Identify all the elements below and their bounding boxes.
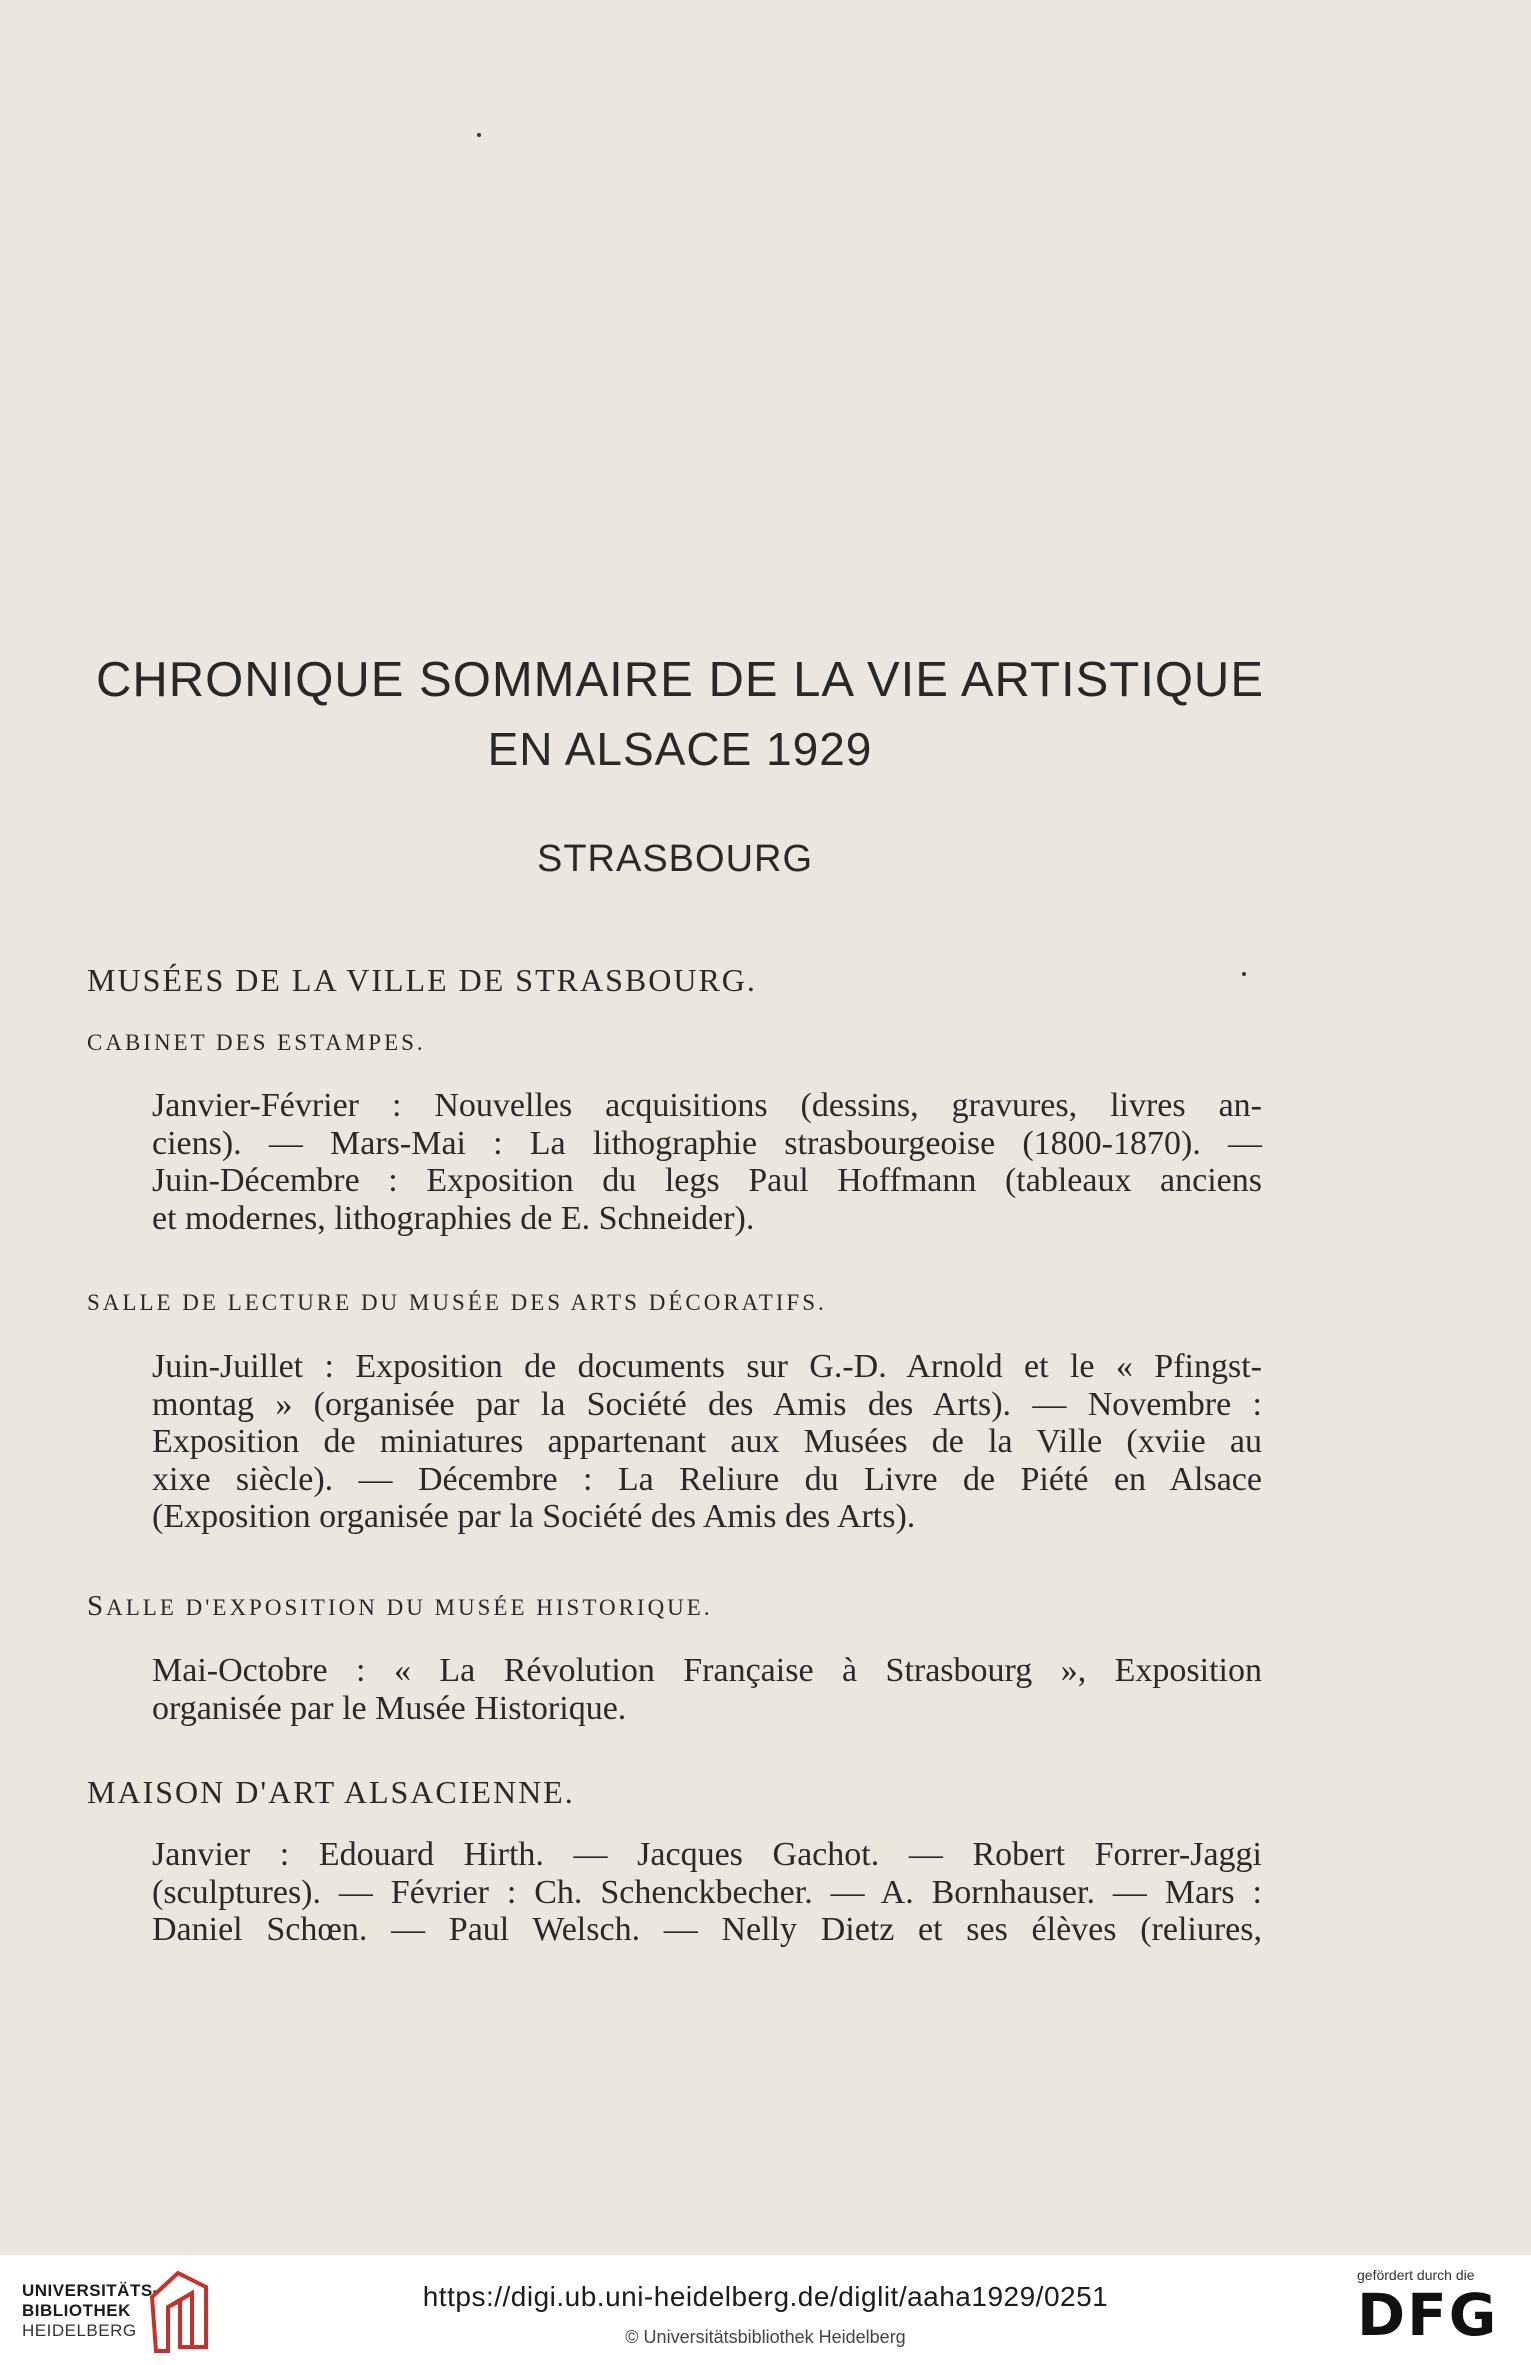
copyright-notice: © Universitätsbibliothek Heidelberg — [625, 2327, 906, 2347]
text-line: Exposition de miniatures appartenant aux Musées de la Ville (xviie au — [152, 1423, 1262, 1460]
dfg-label: gefördert durch die — [1357, 2267, 1475, 2283]
speck — [1242, 972, 1246, 976]
text-line: organisée par le Musée Historique. — [152, 1689, 627, 1727]
section-heading-maison-art: MAISON D'ART ALSACIENNE. — [87, 1774, 575, 1810]
page-title: CHRONIQUE SOMMAIRE DE LA VIE ARTISTIQUE — [95, 653, 1265, 707]
subsection-heading-salle-lecture: SALLE DE LECTURE DU MUSÉE DES ARTS DÉCORATIFS. — [87, 1290, 827, 1315]
city-subtitle: STRASBOURG — [536, 838, 814, 880]
subsection-heading-cabinet: CABINET DES ESTAMPES. — [87, 1030, 426, 1055]
speck — [477, 133, 481, 137]
text-line: montag » (organisée par la Société des Amis des Arts). — Novembre : — [152, 1385, 1262, 1423]
text-line: Janvier : Edouard Hirth. — Jacques Gachot. — Robert Forrer-Jaggi — [152, 1836, 1262, 1873]
heading-initial: S — [87, 1590, 107, 1622]
paragraph-cabinet — [152, 1087, 1262, 1237]
section-heading-musees: MUSÉES DE LA VILLE DE STRASBOURG. — [87, 962, 757, 998]
paragraph-maison-art — [152, 1836, 1262, 1949]
subsection-heading-salle-exposition — [87, 1590, 713, 1623]
dfg-funding-badge[interactable] — [1357, 2267, 1507, 2349]
page-title-line2: EN ALSACE 1929 — [487, 723, 873, 775]
paragraph-salle-exposition — [152, 1652, 1262, 1727]
heading-rest: ALLE D'EXPOSITION DU MUSÉE HISTORIQUE. — [106, 1595, 713, 1620]
uni-line: HEIDELBERG — [22, 2321, 137, 2340]
text-line: Daniel Schœn. — Paul Welsch. — Nelly Dietz et ses élèves (reliures, — [152, 1911, 1262, 1948]
text-line: (sculptures). — Février : Ch. Schenckbecher. — A. Bornhauser. — Mars : — [152, 1873, 1262, 1911]
text-line: (Exposition organisée par la Société des Amis des Arts). — [152, 1498, 916, 1535]
text-line: Juin-Décembre : Exposition du legs Paul Hoffmann (tableaux anciens — [152, 1162, 1262, 1199]
uni-line: UNIVERSITÄTS- — [22, 2281, 159, 2300]
permalink-url[interactable]: https://digi.ub.uni-heidelberg.de/diglit/aaha1929/0251 — [422, 2281, 1109, 2312]
text-line: xixe siècle). — Décembre : La Reliure du Livre de Piété en Alsace — [152, 1460, 1262, 1498]
text-line: ciens). — Mars-Mai : La lithographie strasbourgeoise (1800-1870). — — [152, 1124, 1262, 1162]
text-line: et modernes, lithographies de E. Schneider). — [152, 1199, 755, 1237]
paragraph-salle-lecture — [152, 1348, 1262, 1536]
text-line: Mai-Octobre : « La Révolution Française à Strasbourg », Exposition — [152, 1652, 1262, 1689]
uni-line: BIBLIOTHEK — [22, 2301, 131, 2320]
text-line: Juin-Juillet : Exposition de documents sur G.-D. Arnold et le « Pfingst- — [152, 1348, 1262, 1385]
dfg-logo-icon: DFG — [1357, 2281, 1499, 2349]
footer-bar — [0, 2255, 1531, 2365]
text-line: Janvier-Février : Nouvelles acquisitions (dessins, gravures, livres an- — [152, 1087, 1262, 1124]
